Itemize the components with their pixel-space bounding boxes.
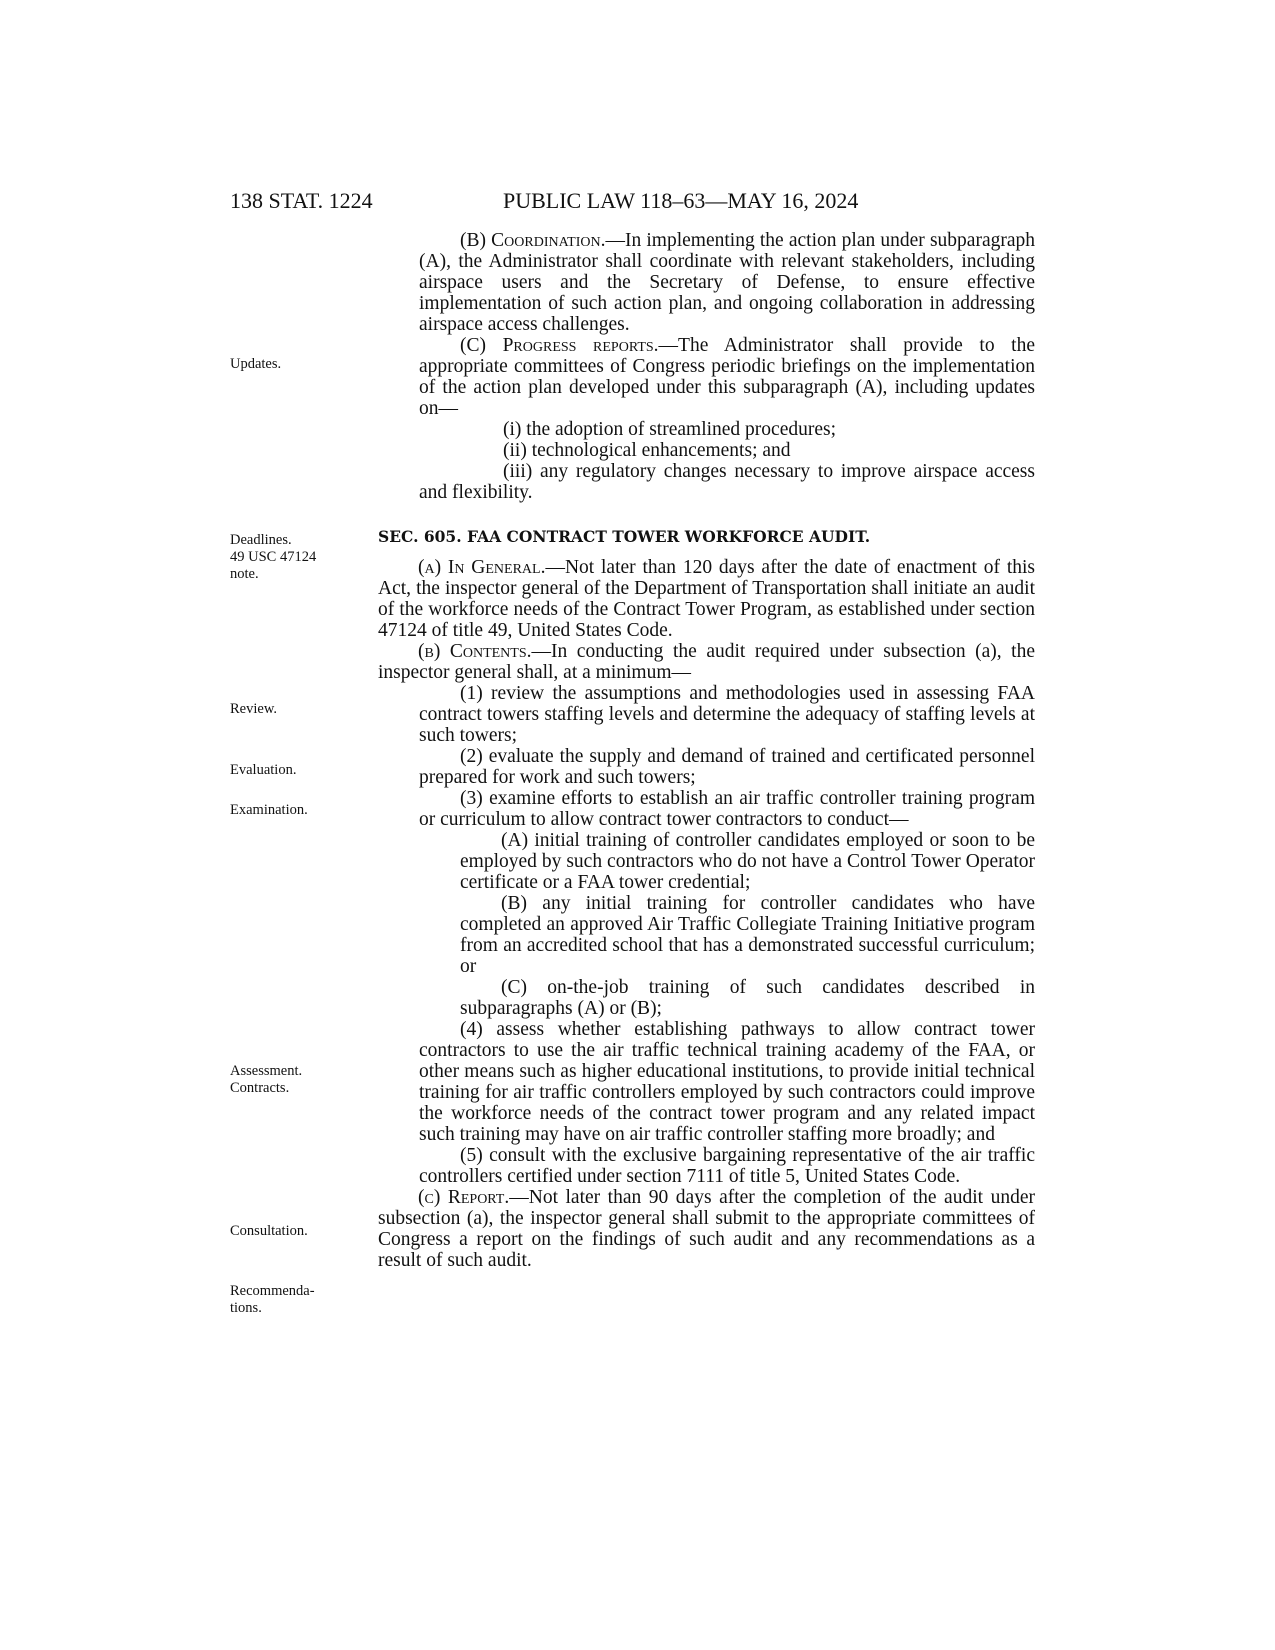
subsection-a-in-general: (a) In General.—Not later than 120 days after the date of enactment of this Act, the inspector general of the Department of Transportation shall initiate an audit of the workforce needs of the Contract Tower Program, as established under section 47124 of title 49, United States Code. [378, 557, 1035, 641]
clause-iii: (iii) any regulatory changes necessary to improve airspace access and flexibility. [419, 461, 1035, 503]
paragraph-2: (2) evaluate the supply and demand of trained and certificated personnel prepared for work and such towers; [419, 746, 1035, 788]
paragraph-5: (5) consult with the exclusive bargaining representative of the air traffic controllers certified under section 7111 of title 5, United States Code. [419, 1145, 1035, 1187]
section-heading: SEC. 605. FAA CONTRACT TOWER WORKFORCE AUDIT. [378, 527, 871, 546]
public-law-title: PUBLIC LAW 118–63—MAY 16, 2024 [503, 188, 859, 213]
subsection-b-contents: (b) Contents.—In conducting the audit required under subsection (a), the inspector general shall, at a minimum— [378, 641, 1035, 683]
paragraph-1: (1) review the assumptions and methodologies used in assessing FAA contract towers staffing levels and determine the adequacy of staffing levels at such towers; [419, 683, 1035, 746]
page-header [230, 181, 1035, 221]
margin-note-assessment: Assessment. Contracts. [230, 1063, 303, 1096]
margin-note-consultation: Consultation. [230, 1223, 308, 1239]
continuation-block [378, 230, 1035, 503]
margin-note-review: Review. [230, 701, 277, 717]
margin-note-evaluation: Evaluation. [230, 762, 297, 778]
margin-note-updates: Updates. [230, 356, 282, 372]
subparagraph-b-coordination: (B) Coordination.—In implementing the action plan under subparagraph (A), the Administrator shall coordinate with relevant stakeholders, including airspace users and the Secretary of Defense, to ensure effective implementation of such action plan, and ongoing collaboration in addressing airspace access challenges. [419, 230, 1036, 335]
subparagraph-c-progress-reports: (C) Progress reports.—The Administrator shall provide to the appropriate committees of Congress periodic briefings on the implementation of the action plan developed under this subparagraph (A), including updates on— [419, 335, 1035, 419]
margin-note-examination: Examination. [230, 802, 308, 818]
subparagraph-3c: (C) on-the-job training of such candidates described in subparagraphs (A) or (B); [460, 977, 1035, 1019]
stat-citation: 138 STAT. 1224 [230, 188, 373, 213]
paragraph-3: (3) examine efforts to establish an air traffic controller training program or curriculum to allow contract tower contractors to conduct— [419, 788, 1035, 830]
subparagraph-3b: (B) any initial training for controller candidates who have completed an approved Air Traffic Collegiate Training Initiative program from an accredited school that has a demonstrated successful curriculum; or [460, 893, 1035, 977]
subparagraph-3a: (A) initial training of controller candidates employed or soon to be employed by such contractors who do not have a Control Tower Operator certificate or a FAA tower credential; [460, 830, 1035, 893]
clause-ii: (ii) technological enhancements; and [503, 440, 791, 461]
paragraph-4: (4) assess whether establishing pathways to allow contract tower contractors to use the air traffic technical training academy of the FAA, or other means such as higher educational institutions, to provide initial technical training for air traffic controllers employed by such contractors could improve the workforce needs of the contract tower program and any related impact such training may have on air traffic controller staffing more broadly; and [419, 1019, 1035, 1145]
clause-i: (i) the adoption of streamlined procedures; [503, 419, 837, 440]
margin-note-deadlines: Deadlines. 49 USC 47124 note. [230, 532, 317, 582]
subsection-c-report: (c) Report.—Not later than 90 days after the completion of the audit under subsection (a), the inspector general shall submit to the appropriate committees of Congress a report on the findings of such audit and any recommendations as a result of such audit. [378, 1187, 1035, 1271]
section-605 [378, 527, 1035, 1271]
margin-note-recommendations: Recommenda- tions. [230, 1283, 315, 1316]
